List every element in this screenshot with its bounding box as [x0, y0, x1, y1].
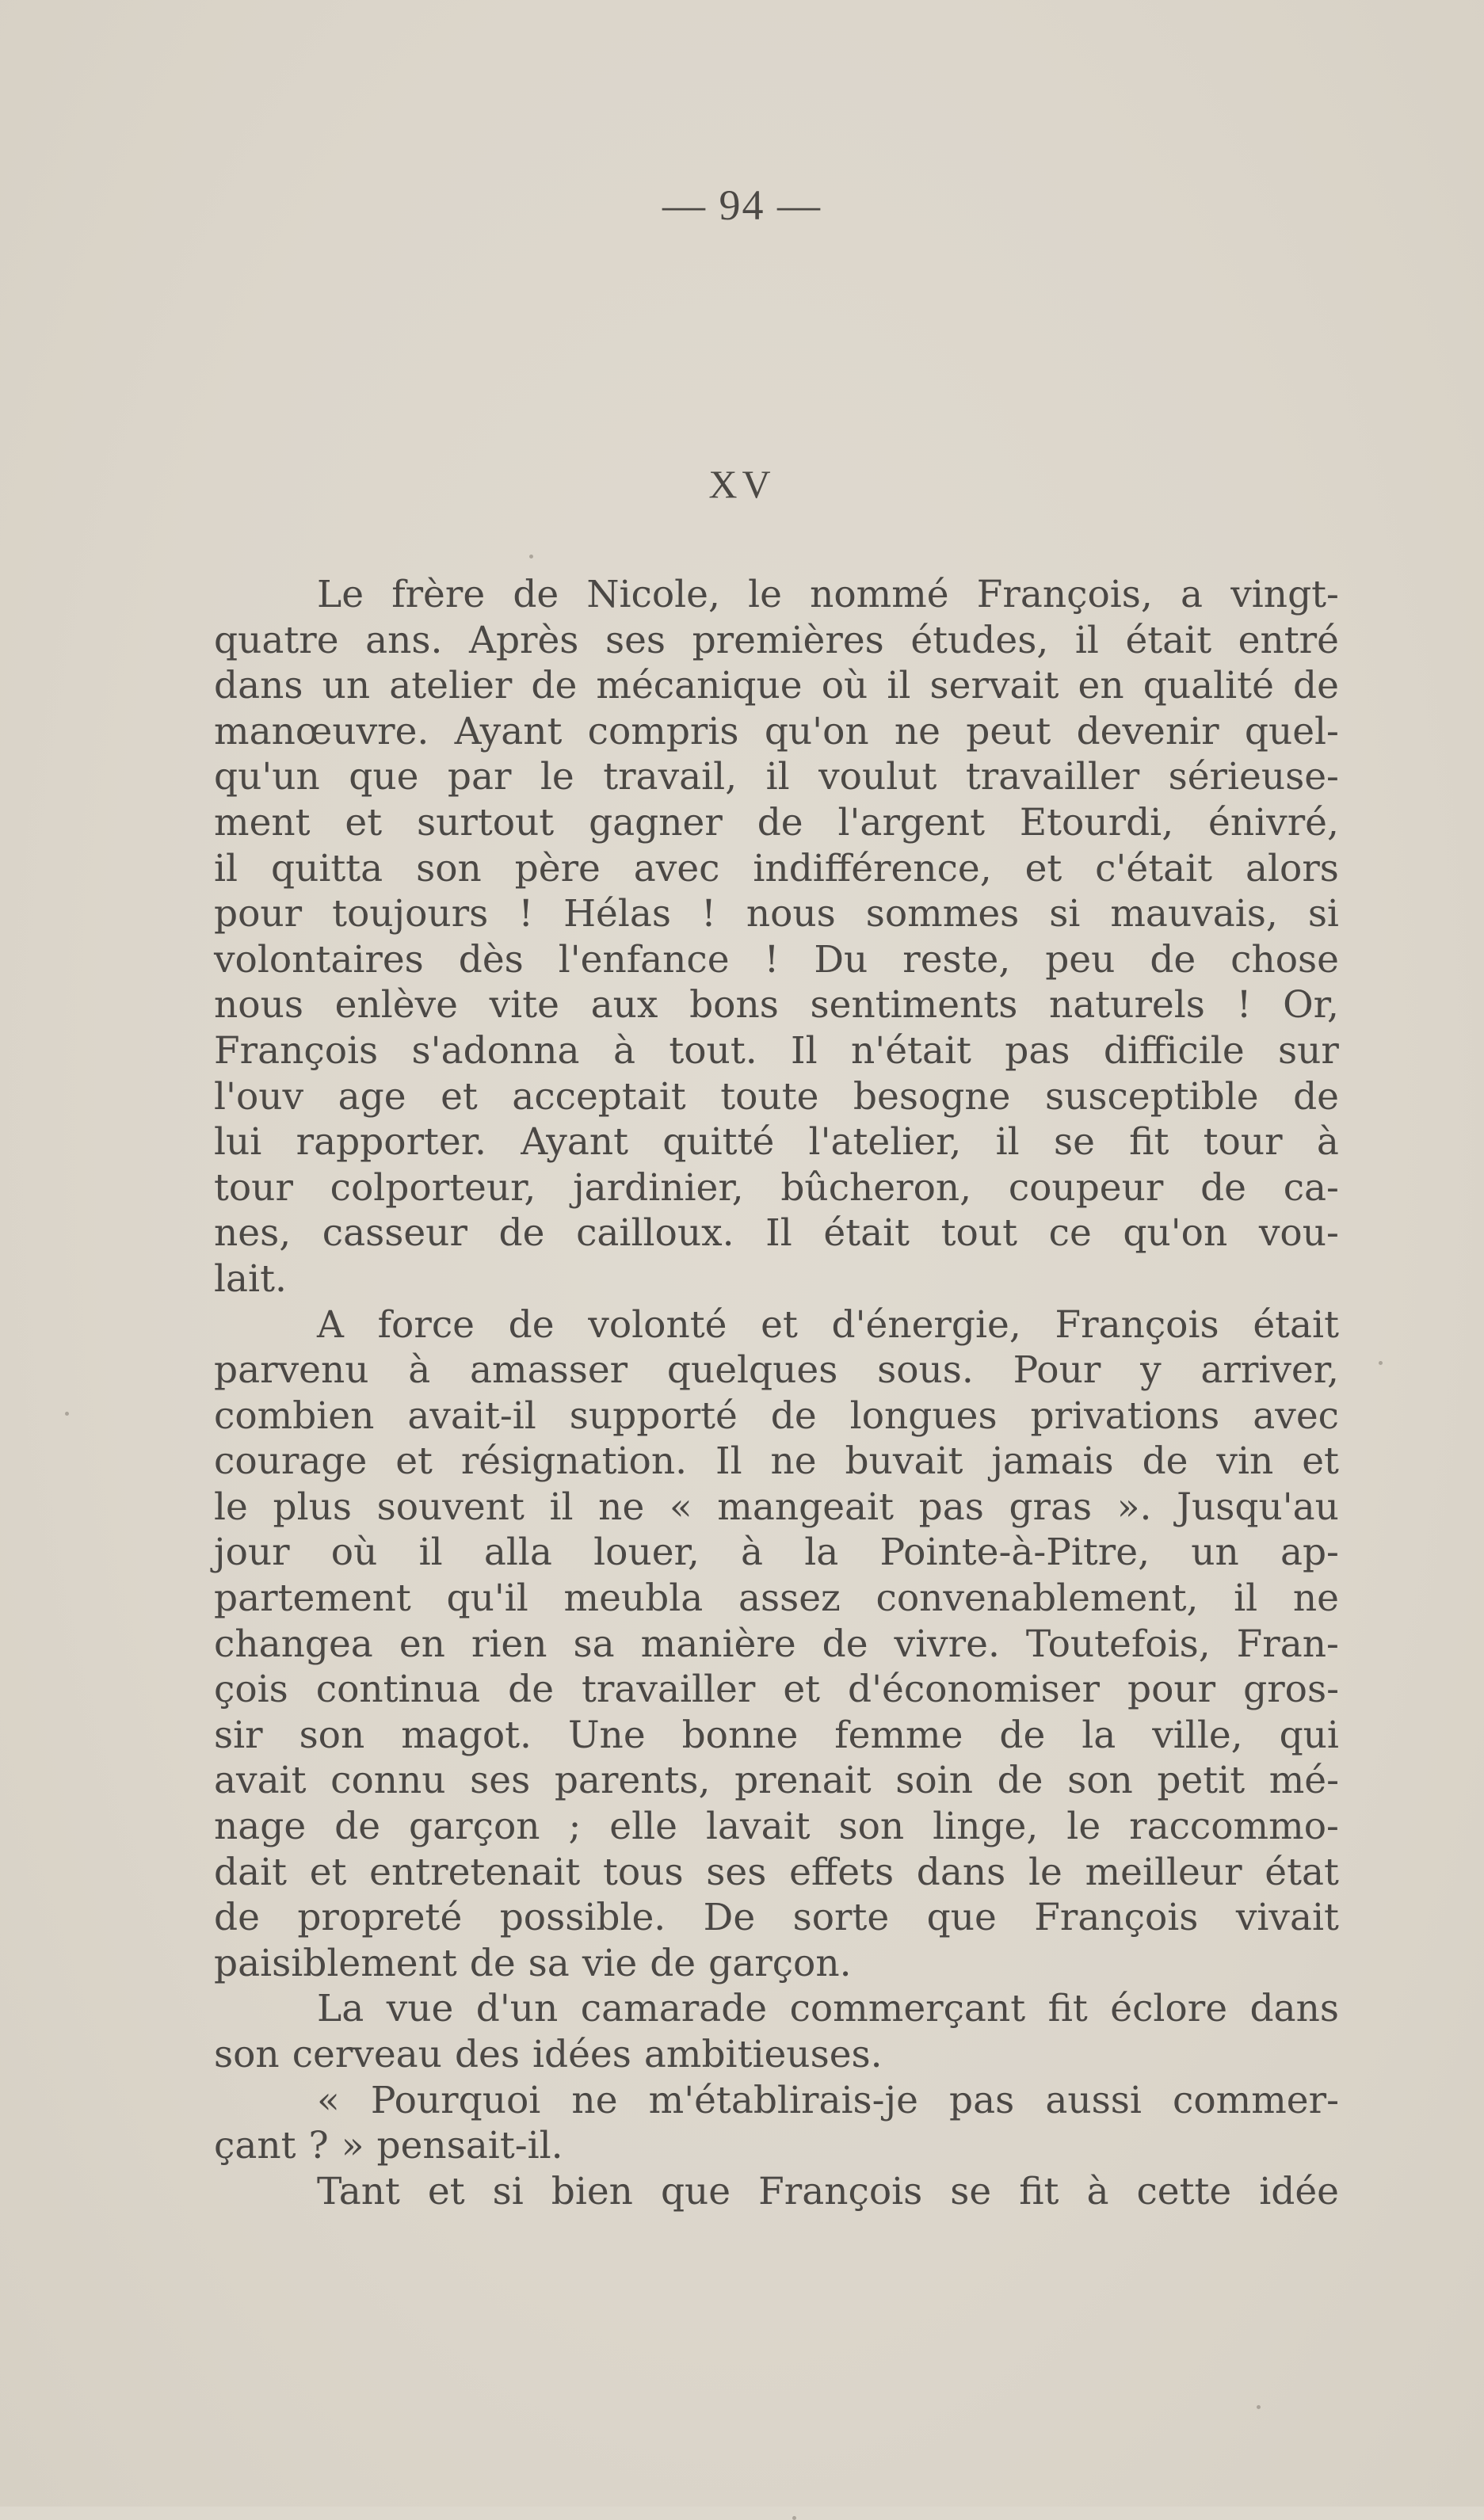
text-line: çois continua de travailler et d'économiser pour gros- — [214, 1668, 1339, 1712]
paper-speck — [529, 555, 533, 559]
text-line: dait et entretenait tous ses effets dans le meilleur état — [214, 1850, 1339, 1894]
page-number: — 94 — — [662, 181, 822, 229]
paper-speck — [1257, 2405, 1261, 2409]
paper-speck — [792, 2516, 796, 2520]
text-line: Tant et si bien que François se fit à cette idée — [317, 2169, 1339, 2213]
text-line: changea en rien sa manière de vivre. Toutefois, Fran- — [214, 1622, 1339, 1666]
text-line: çant ? » pensait-il. — [214, 2124, 563, 2168]
text-line: courage et résignation. Il ne buvait jamais de vin et — [214, 1439, 1339, 1484]
text-line: paisiblement de sa vie de garçon. — [214, 1941, 852, 1985]
text-line: l'ouv age et acceptait toute besogne susceptible de — [214, 1074, 1339, 1119]
text-line: qu'un que par le travail, il voulut travailler sérieuse- — [214, 755, 1339, 799]
body-text — [214, 572, 1339, 2214]
chapter-heading: XV — [708, 462, 776, 506]
text-line: le plus souvent il ne « mangeait pas gras ». Jusqu'au — [214, 1485, 1339, 1529]
text-line: pour toujours ! Hélas ! nous sommes si mauvais, si — [214, 892, 1339, 936]
text-line: La vue d'un camarade commerçant fit éclore dans — [317, 1987, 1339, 2031]
text-line: manœuvre. Ayant compris qu'on ne peut devenir quel- — [214, 709, 1339, 753]
text-line: Le frère de Nicole, le nommé François, a vingt- — [317, 573, 1339, 616]
text-line: son cerveau des idées ambitieuses. — [214, 2033, 883, 2076]
text-line: nage de garçon ; elle lavait son linge, le raccommo- — [214, 1805, 1339, 1849]
text-line: dans un atelier de mécanique où il servait en qualité de — [214, 664, 1339, 708]
text-line: de propreté possible. De sorte que François vivait — [214, 1896, 1339, 1940]
text-line: ment et surtout gagner de l'argent Etourdi, énivré, — [214, 800, 1339, 844]
text-line: avait connu ses parents, prenait soin de son petit mé- — [214, 1759, 1339, 1803]
text-line: lait. — [214, 1256, 287, 1301]
text-line: volontaires dès l'enfance ! Du reste, peu de chose — [214, 937, 1339, 982]
text-line: nous enlève vite aux bons sentiments naturels ! Or, — [214, 983, 1339, 1027]
text-line: nes, casseur de cailloux. Il était tout ce qu'on vou- — [214, 1211, 1339, 1256]
text-line: quatre ans. Après ses premières études, il était entré — [214, 618, 1339, 662]
text-line: tour colporteur, jardinier, bûcheron, coupeur de ca- — [214, 1165, 1339, 1210]
text-line: « Pourquoi ne m'établirais-je pas aussi commer- — [317, 2078, 1339, 2122]
text-line: il quitta son père avec indifférence, et c'était alors — [214, 846, 1339, 890]
text-line: partement qu'il meubla assez convenablement, il ne — [214, 1576, 1339, 1621]
paper-speck — [1379, 1361, 1383, 1365]
text-line: parvenu à amasser quelques sous. Pour y arriver, — [214, 1348, 1339, 1393]
text-line: A force de volonté et d'énergie, François était — [317, 1302, 1339, 1347]
paper-speck — [65, 1412, 69, 1416]
text-line: lui rapporter. Ayant quitté l'atelier, il se fit tour à — [214, 1120, 1339, 1165]
text-line: combien avait-il supporté de longues privations avec — [214, 1393, 1339, 1438]
text-line: jour où il alla louer, à la Pointe-à-Pitre, un ap- — [214, 1531, 1339, 1575]
text-line: sir son magot. Une bonne femme de la ville, qui — [214, 1713, 1339, 1757]
text-line: François s'adonna à tout. Il n'était pas difficile sur — [214, 1028, 1339, 1073]
